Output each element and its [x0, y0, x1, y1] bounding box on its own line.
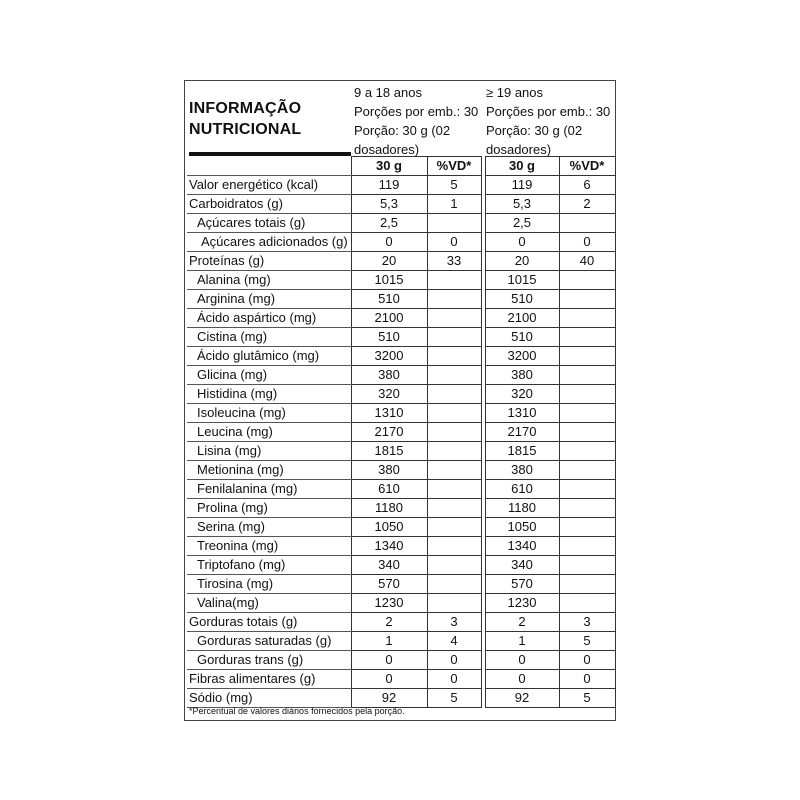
- nutrient-row: [187, 594, 615, 613]
- header-portion: Porção: 30 g (02: [486, 123, 583, 138]
- amount-value-19-plus: 1015: [485, 271, 559, 290]
- amount-header-2: 30 g: [485, 157, 559, 176]
- amount-value-9-18: 1015: [351, 271, 427, 290]
- header-portion-cont: dosadores): [486, 142, 552, 157]
- nutrient-row: [187, 252, 615, 271]
- amount-value-9-18: 1: [351, 632, 427, 651]
- amount-value-19-plus: 2100: [485, 309, 559, 328]
- nutrient-row: [187, 670, 615, 689]
- nutrient-label: Histidina (mg): [187, 385, 351, 404]
- vd-value-9-18: [427, 309, 481, 328]
- vd-value-19-plus: [559, 385, 615, 404]
- vd-value-19-plus: 5: [559, 632, 615, 651]
- vd-value-9-18: [427, 404, 481, 423]
- vd-value-9-18: 4: [427, 632, 481, 651]
- amount-value-19-plus: 610: [485, 480, 559, 499]
- nutrient-row: [187, 423, 615, 442]
- amount-value-9-18: 92: [351, 689, 427, 708]
- amount-value-9-18: 380: [351, 461, 427, 480]
- vd-value-19-plus: [559, 556, 615, 575]
- amount-value-9-18: 20: [351, 252, 427, 271]
- amount-value-19-plus: 92: [485, 689, 559, 708]
- vd-value-19-plus: 0: [559, 233, 615, 252]
- amount-value-19-plus: 2170: [485, 423, 559, 442]
- vd-value-9-18: 5: [427, 689, 481, 708]
- vd-value-9-18: 0: [427, 670, 481, 689]
- amount-value-19-plus: 340: [485, 556, 559, 575]
- vd-value-9-18: 1: [427, 195, 481, 214]
- amount-value-19-plus: 380: [485, 461, 559, 480]
- nutrient-label: Cistina (mg): [187, 328, 351, 347]
- vd-value-9-18: [427, 556, 481, 575]
- vd-value-19-plus: 6: [559, 176, 615, 195]
- vd-value-9-18: 3: [427, 613, 481, 632]
- vd-value-19-plus: [559, 499, 615, 518]
- nutrient-row: [187, 309, 615, 328]
- amount-value-19-plus: 1310: [485, 404, 559, 423]
- nutrient-label: Metionina (mg): [187, 461, 351, 480]
- header-servings: Porções por emb.: 30: [354, 104, 479, 119]
- vd-value-9-18: [427, 385, 481, 404]
- amount-value-9-18: 380: [351, 366, 427, 385]
- vd-value-9-18: [427, 575, 481, 594]
- nutrient-label: Gorduras trans (g): [187, 651, 351, 670]
- nutrient-row: [187, 404, 615, 423]
- amount-value-19-plus: 510: [485, 328, 559, 347]
- header-age: ≥ 19 anos: [486, 85, 544, 100]
- nutrient-label: Valor energético (kcal): [187, 176, 351, 195]
- amount-value-9-18: 2170: [351, 423, 427, 442]
- header-portion: Porção: 30 g (02: [354, 123, 451, 138]
- vd-value-19-plus: [559, 518, 615, 537]
- vd-value-19-plus: 2: [559, 195, 615, 214]
- vd-value-19-plus: 0: [559, 651, 615, 670]
- nutrient-row: [187, 214, 615, 233]
- vd-value-19-plus: [559, 347, 615, 366]
- nutrient-label: Lisina (mg): [187, 442, 351, 461]
- vd-value-9-18: [427, 366, 481, 385]
- footnote: *Percentual de valores diários fornecidos pela porção.: [189, 706, 405, 716]
- nutrient-label: Carboidratos (g): [187, 195, 351, 214]
- amount-value-9-18: 1815: [351, 442, 427, 461]
- amount-value-9-18: 320: [351, 385, 427, 404]
- nutrient-row: [187, 271, 615, 290]
- amount-value-9-18: 0: [351, 233, 427, 252]
- vd-value-9-18: [427, 214, 481, 233]
- vd-value-9-18: 5: [427, 176, 481, 195]
- nutrient-row: [187, 347, 615, 366]
- nutrient-row: [187, 385, 615, 404]
- vd-value-19-plus: [559, 290, 615, 309]
- nutrient-label: Ácido glutâmico (mg): [187, 347, 351, 366]
- vd-value-9-18: [427, 461, 481, 480]
- vd-value-9-18: 33: [427, 252, 481, 271]
- nutrient-row: [187, 537, 615, 556]
- amount-value-9-18: 0: [351, 651, 427, 670]
- vd-value-9-18: [427, 518, 481, 537]
- amount-value-19-plus: 2: [485, 613, 559, 632]
- column-header-row: [187, 157, 615, 176]
- amount-value-9-18: 510: [351, 328, 427, 347]
- amount-value-19-plus: 5,3: [485, 195, 559, 214]
- vd-value-19-plus: [559, 366, 615, 385]
- amount-value-9-18: 1180: [351, 499, 427, 518]
- amount-value-19-plus: 1230: [485, 594, 559, 613]
- amount-value-19-plus: 119: [485, 176, 559, 195]
- vd-value-19-plus: [559, 442, 615, 461]
- amount-value-19-plus: 380: [485, 366, 559, 385]
- nutrition-table: [187, 156, 616, 708]
- amount-value-9-18: 1310: [351, 404, 427, 423]
- vd-value-19-plus: 5: [559, 689, 615, 708]
- amount-value-9-18: 0: [351, 670, 427, 689]
- nutrition-title: [189, 98, 339, 140]
- nutrient-label: Treonina (mg): [187, 537, 351, 556]
- vd-value-19-plus: [559, 423, 615, 442]
- nutrient-label: Açúcares adicionados (g): [187, 233, 351, 252]
- amount-value-9-18: 610: [351, 480, 427, 499]
- nutrient-label: Isoleucina (mg): [187, 404, 351, 423]
- nutrient-row: [187, 233, 615, 252]
- nutrient-row: [187, 442, 615, 461]
- nutrient-label: Açúcares totais (g): [187, 214, 351, 233]
- nutrient-label: Proteínas (g): [187, 252, 351, 271]
- nutrient-row: [187, 689, 615, 708]
- vd-value-9-18: [427, 499, 481, 518]
- vd-value-19-plus: [559, 328, 615, 347]
- vd-value-19-plus: [559, 404, 615, 423]
- header-portion-cont: dosadores): [354, 142, 420, 157]
- amount-value-9-18: 2,5: [351, 214, 427, 233]
- header-group-9-18: [354, 83, 482, 159]
- vd-value-19-plus: 3: [559, 613, 615, 632]
- vd-header-1: %VD*: [427, 157, 481, 176]
- amount-header-1: 30 g: [351, 157, 427, 176]
- nutrient-label: Valina(mg): [187, 594, 351, 613]
- nutrient-row: [187, 366, 615, 385]
- vd-value-9-18: [427, 442, 481, 461]
- amount-value-9-18: 119: [351, 176, 427, 195]
- nutrient-label: Fibras alimentares (g): [187, 670, 351, 689]
- vd-header-2: %VD*: [559, 157, 615, 176]
- vd-value-9-18: [427, 271, 481, 290]
- nutrient-label: Tirosina (mg): [187, 575, 351, 594]
- nutrient-label: Serina (mg): [187, 518, 351, 537]
- amount-value-19-plus: 1050: [485, 518, 559, 537]
- nutrient-row: [187, 195, 615, 214]
- amount-value-9-18: 2100: [351, 309, 427, 328]
- nutrient-label: Arginina (mg): [187, 290, 351, 309]
- nutrient-row: [187, 632, 615, 651]
- amount-value-19-plus: 1340: [485, 537, 559, 556]
- vd-value-9-18: 0: [427, 233, 481, 252]
- title-line-2: NUTRICIONAL: [189, 121, 302, 138]
- nutrient-label: Glicina (mg): [187, 366, 351, 385]
- nutrient-row: [187, 480, 615, 499]
- amount-value-9-18: 5,3: [351, 195, 427, 214]
- nutrient-row: [187, 461, 615, 480]
- amount-value-19-plus: 0: [485, 233, 559, 252]
- nutrient-label: Ácido aspártico (mg): [187, 309, 351, 328]
- amount-value-19-plus: 570: [485, 575, 559, 594]
- amount-value-19-plus: 1: [485, 632, 559, 651]
- vd-value-9-18: [427, 537, 481, 556]
- nutrient-row: [187, 176, 615, 195]
- nutrient-row: [187, 499, 615, 518]
- vd-value-19-plus: 0: [559, 670, 615, 689]
- nutrient-label: Fenilalanina (mg): [187, 480, 351, 499]
- amount-value-19-plus: 2,5: [485, 214, 559, 233]
- vd-value-19-plus: [559, 537, 615, 556]
- nutrient-row: [187, 518, 615, 537]
- header-age: 9 a 18 anos: [354, 85, 422, 100]
- nutrient-row: [187, 651, 615, 670]
- amount-value-9-18: 1050: [351, 518, 427, 537]
- amount-value-19-plus: 1815: [485, 442, 559, 461]
- vd-value-9-18: [427, 480, 481, 499]
- vd-value-19-plus: [559, 594, 615, 613]
- nutrient-label: Leucina (mg): [187, 423, 351, 442]
- amount-value-9-18: 2: [351, 613, 427, 632]
- amount-value-19-plus: 1180: [485, 499, 559, 518]
- nutrient-row: [187, 613, 615, 632]
- amount-value-9-18: 3200: [351, 347, 427, 366]
- vd-value-19-plus: [559, 575, 615, 594]
- amount-value-9-18: 340: [351, 556, 427, 575]
- nutrient-row: [187, 328, 615, 347]
- empty-header-cell: [187, 157, 351, 176]
- vd-value-19-plus: [559, 271, 615, 290]
- vd-value-19-plus: 40: [559, 252, 615, 271]
- nutrient-label: Triptofano (mg): [187, 556, 351, 575]
- vd-value-9-18: [427, 594, 481, 613]
- vd-value-19-plus: [559, 309, 615, 328]
- header-servings: Porções por emb.: 30: [486, 104, 611, 119]
- vd-value-9-18: [427, 328, 481, 347]
- amount-value-19-plus: 510: [485, 290, 559, 309]
- nutrient-label: Gorduras totais (g): [187, 613, 351, 632]
- amount-value-9-18: 1230: [351, 594, 427, 613]
- amount-value-19-plus: 320: [485, 385, 559, 404]
- amount-value-19-plus: 0: [485, 670, 559, 689]
- vd-value-9-18: [427, 347, 481, 366]
- title-line-1: INFORMAÇÃO: [189, 100, 302, 117]
- nutrient-label: Sódio (mg): [187, 689, 351, 708]
- nutrient-label: Gorduras saturadas (g): [187, 632, 351, 651]
- amount-value-19-plus: 20: [485, 252, 559, 271]
- nutrient-label: Alanina (mg): [187, 271, 351, 290]
- vd-value-9-18: [427, 423, 481, 442]
- vd-value-19-plus: [559, 480, 615, 499]
- amount-value-9-18: 570: [351, 575, 427, 594]
- nutrient-row: [187, 556, 615, 575]
- vd-value-9-18: 0: [427, 651, 481, 670]
- nutrient-row: [187, 290, 615, 309]
- nutrient-row: [187, 575, 615, 594]
- header-group-19-plus: [486, 83, 614, 159]
- vd-value-19-plus: [559, 461, 615, 480]
- vd-value-19-plus: [559, 214, 615, 233]
- amount-value-19-plus: 0: [485, 651, 559, 670]
- amount-value-19-plus: 3200: [485, 347, 559, 366]
- nutrient-label: Prolina (mg): [187, 499, 351, 518]
- vd-value-9-18: [427, 290, 481, 309]
- amount-value-9-18: 1340: [351, 537, 427, 556]
- amount-value-9-18: 510: [351, 290, 427, 309]
